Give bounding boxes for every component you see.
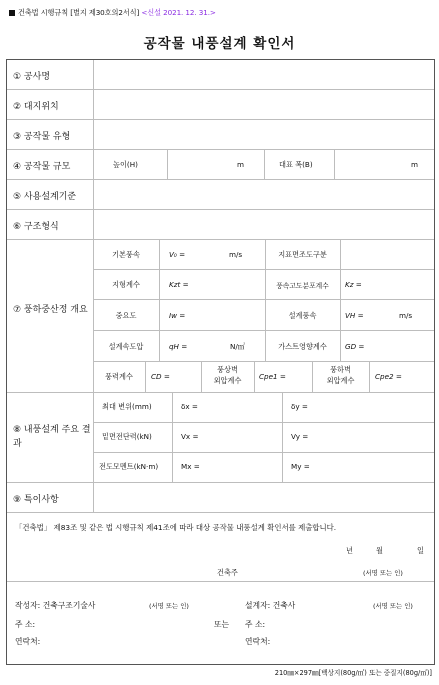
importance-label: 중요도 — [115, 311, 137, 320]
height-label: 높이(H) — [113, 160, 138, 169]
height-unit: m — [237, 160, 245, 169]
dx-symbol: δx = — [181, 402, 198, 411]
overturning-moment-label: 전도모멘트(kN·m) — [99, 462, 159, 471]
cpe1-symbol: Cpe1 = — [259, 372, 286, 381]
height-distribution-label: 풍속고도분포계수 — [276, 282, 329, 290]
form-reference: 건축법 시행규칙 [별지 제30호의2서식] <신설 2021. 12. 31.> — [9, 8, 216, 18]
vy-symbol: Vy = — [291, 432, 309, 441]
square-bullet-icon — [9, 10, 15, 16]
page-title: 공작물 내풍설계 확인서 — [143, 36, 296, 52]
owner-label: 건축주 — [217, 568, 238, 577]
designer-address-label: 주 소: — [245, 620, 266, 629]
v0-symbol: V₀ = — [169, 250, 186, 259]
wind-load-summary-label: ⑦ 풍하중산정 개요 — [13, 305, 88, 315]
designer-label: 설계자: 건축사 — [245, 601, 296, 610]
velocity-pressure-label: 설계속도압 — [108, 342, 144, 351]
structure-type-label: ③ 공작물 유형 — [13, 132, 71, 142]
force-coefficient-label: 풍력계수 — [105, 372, 133, 381]
remarks-field[interactable] — [94, 483, 434, 512]
vh-unit: m/s — [399, 311, 413, 320]
design-standard-field[interactable] — [94, 180, 434, 209]
max-displacement-label: 최대 변위(mm) — [102, 402, 152, 411]
structure-type-field[interactable] — [94, 120, 434, 149]
mx-symbol: Mx = — [181, 462, 200, 471]
qh-symbol: qH = — [169, 342, 188, 351]
designer-sign-note: (서명 또는 인) — [373, 602, 413, 610]
kz-symbol: Kz = — [345, 280, 362, 289]
submission-statement: 「건축법」 제83조 및 같은 법 시행규칙 제41조에 따라 대상 공작물 내풍설계 확인서를 제출합니다. — [15, 523, 337, 532]
remarks-label: ⑨ 특이사항 — [13, 495, 59, 505]
date-year: 년 — [346, 546, 353, 555]
date-day: 일 — [417, 546, 424, 555]
author-contact-label: 연락처: — [15, 637, 41, 646]
vh-symbol: VH = — [345, 311, 364, 320]
surface-roughness-label: 지표면조도구분 — [278, 250, 327, 259]
author-address-label: 주 소: — [15, 620, 36, 629]
gust-factor-label: 가스트영향계수 — [278, 342, 327, 351]
topographic-factor-label: 지형계수 — [112, 280, 140, 289]
designer-contact-label: 연락처: — [245, 637, 271, 646]
kzt-symbol: Kzt = — [169, 280, 189, 289]
wind-design-results-label: ⑧ 내풍설계 주요 결과 — [13, 425, 91, 449]
paper-spec-footer: 210㎜×297㎜[백상지(80g/㎡) 또는 중질지(80g/㎡)] — [274, 669, 432, 677]
owner-sign-note: (서명 또는 인) — [363, 569, 403, 577]
structure-scale-label: ④ 공작물 규모 — [13, 162, 71, 172]
leeward-coef-label: 풍하벽 외압계수 — [326, 365, 355, 385]
my-symbol: My = — [291, 462, 310, 471]
vx-symbol: Vx = — [181, 432, 199, 441]
project-name-label: ① 공사명 — [13, 72, 51, 82]
qh-unit: N/㎡ — [230, 342, 245, 351]
width-label: 대표 폭(B) — [279, 160, 313, 169]
form-table — [6, 59, 435, 665]
design-standard-label: ⑤ 사용설계기준 — [13, 192, 77, 202]
date-month: 월 — [376, 546, 383, 555]
site-location-label: ② 대지위치 — [13, 102, 59, 112]
basic-wind-speed-label: 기본풍속 — [112, 250, 140, 259]
author-label: 작성자: 건축구조기술사 — [15, 601, 96, 610]
cpe2-symbol: Cpe2 = — [375, 372, 402, 381]
design-wind-speed-label: 설계풍속 — [288, 311, 317, 320]
dy-symbol: δy = — [291, 402, 308, 411]
new-revision-tag: <신설 2021. 12. 31.> — [141, 8, 216, 17]
v0-unit: m/s — [229, 250, 243, 259]
windward-coef-label: 풍상벽 외압계수 — [213, 365, 242, 385]
structural-system-label: ⑥ 구조형식 — [13, 222, 59, 232]
site-location-field[interactable] — [94, 90, 434, 119]
gd-symbol: GD = — [345, 342, 365, 351]
project-name-field[interactable] — [94, 60, 434, 89]
structural-system-field[interactable] — [94, 210, 434, 239]
author-sign-note: (서명 또는 인) — [149, 602, 189, 610]
base-shear-label: 밑면전단력(kN) — [102, 432, 152, 441]
or-label: 또는 — [214, 620, 230, 629]
iw-symbol: Iw = — [169, 311, 186, 320]
cd-symbol: CD = — [151, 372, 170, 381]
width-unit: m — [411, 160, 419, 169]
